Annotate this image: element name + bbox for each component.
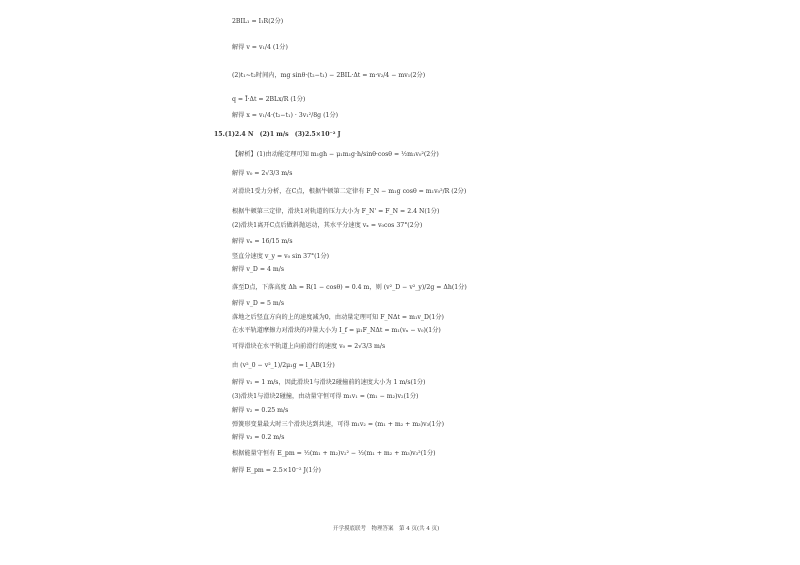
text-line: 解得 v₀ = 2√3/3 m/s [232, 170, 293, 177]
text-line: 可得滑块在水平轨道上向前滑行的速度 v₀ = 2√3/3 m/s [232, 343, 386, 350]
page-footer: 开学摸底联考 物理答案 第 4 页(共 4 页) [333, 526, 440, 532]
text-line: q = Ī·Δt = 2BLx/R (1分) [232, 96, 306, 103]
text-line: 解得 v = v₁/4 (1分) [232, 44, 288, 51]
text-line: 弹簧形变量最大时三个滑块达到共速，可得 m₁v₂ = (m₁ + m₂ + m₃)v₃(1分) [232, 421, 445, 428]
text-line: 由 (v²_0 − v²_1)/2μ₁g = l_AB(1分) [232, 362, 335, 369]
text-line: 竖直分速度 v_y = v₀ sin 37°(1分) [232, 253, 330, 260]
text-line: 落地之后竖直方向的上的速度减为0，由动量定理可知 F_NΔt = m₁v_D(1分) [232, 314, 444, 321]
text-line: 在水平轨道摩擦力对滑块的冲量大小为 I_f = μ₁F_NΔt = m₁(vₓ − v₀)(1分) [232, 327, 441, 334]
text-line: 解得 E_pm = 2.5×10⁻² J(1分) [232, 467, 321, 474]
text-line: 根据牛顿第三定律，滑块1对轨道的压力大小为 F_N' = F_N = 2.4 N(1分) [232, 208, 440, 215]
text-line: 解得 x = v₁/4·(t₂−t₁) · 3v₁²/8g (1分) [232, 112, 339, 119]
text-line: 解得 vₓ = 16/15 m/s [232, 238, 293, 245]
text-line: 解得 v_D = 4 m/s [232, 266, 285, 273]
text-line: 2BIL₁ = I₁R(2分) [232, 18, 284, 25]
text-line: (2)滑块1离开C点后做斜抛运动，其水平分速度 vₓ = v₀cos 37°(2分) [232, 222, 423, 229]
text-line: (3)滑块1与滑块2碰撞，由动量守恒可得 m₁v₁ = (m₁ − m₂)v₂(1分) [232, 393, 419, 400]
text-line: 解得 v₁ = 1 m/s，因此滑块1与滑块2碰撞前的速度大小为 1 m/s(1分) [232, 379, 426, 386]
answer-heading: 15.(1)2.4 N (2)1 m/s (3)2.5×10⁻² J [214, 131, 341, 138]
text-line: 落至D点，下落高度 Δh = R(1 − cosθ) = 0.4 m，则 (v²_D − v²_y)/2g = Δh(1分) [232, 284, 467, 291]
text-line: 【解析】(1)由动能定理可知 m₁gh − μ₁m₁g·h/sinθ·cosθ = ½m₁v₀²(2分) [232, 151, 439, 158]
text-line: (2)t₁~t₂时间内，mg sinθ·(t₂−t₁) − 2BIL·Δt = m·v₂/4 − mv₁(2分) [232, 72, 426, 79]
text-line: 解得 v₂ = 0.25 m/s [232, 407, 289, 414]
text-line: 解得 v_D = 5 m/s [232, 300, 285, 307]
text-line: 解得 v₃ = 0.2 m/s [232, 434, 285, 441]
text-line: 对滑块1受力分析，在C点，根据牛顿第二定律有 F_N − m₁g cosθ = m₁v₀²/R (2分) [232, 188, 467, 195]
text-line: 根据能量守恒有 E_pm = ½(m₁ + m₂)v₂² − ½(m₁ + m₂ + m₃)v₃²(1分) [232, 450, 436, 457]
